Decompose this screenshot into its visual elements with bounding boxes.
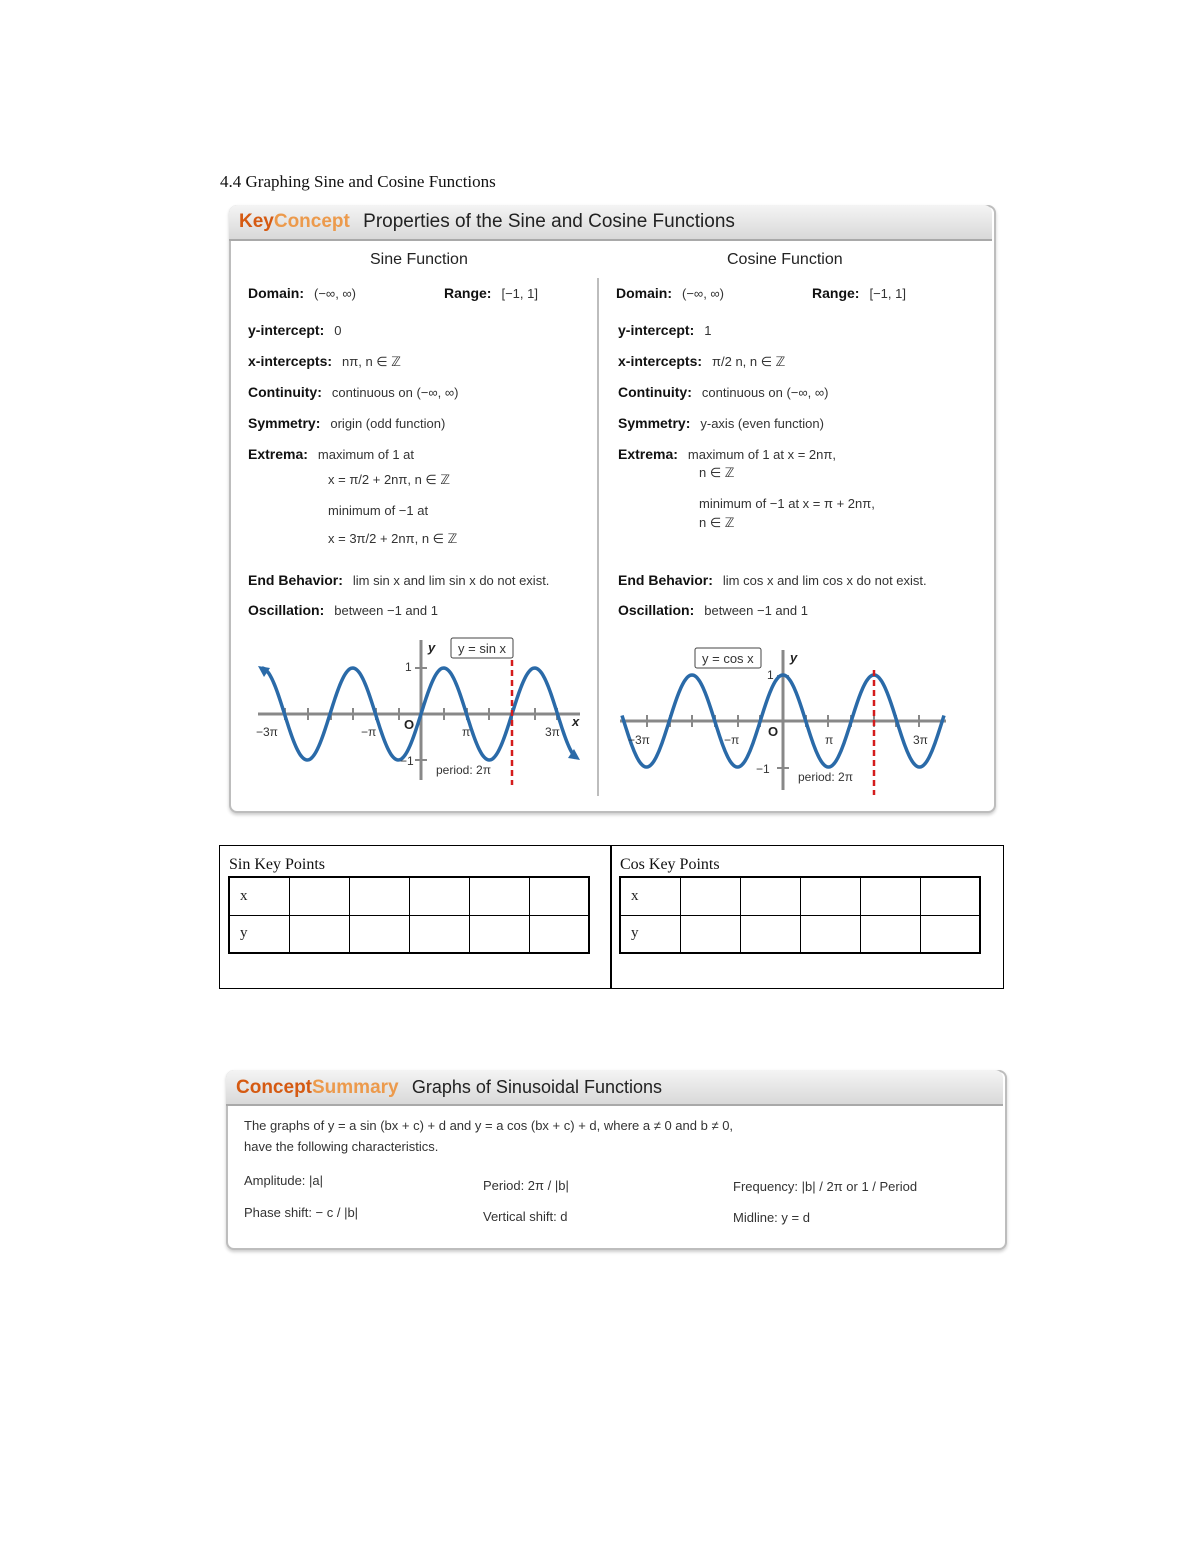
cos-x-cell[interactable] [920, 877, 980, 915]
summary-amplitude: Amplitude: |a| [244, 1173, 324, 1188]
sine-end-behavior: End Behavior: lim sin x and lim sin x do not exist. [248, 572, 550, 588]
cosine-extrema-max-n: n ∈ ℤ [699, 465, 735, 480]
summary-vertical-shift: Vertical shift: d [483, 1209, 568, 1224]
key-points-split [610, 845, 612, 989]
cosine-y-intercept: y-intercept: 1 [618, 322, 712, 338]
sine-graph [250, 630, 590, 790]
cos-y-cell[interactable] [860, 915, 920, 953]
cos-key-points-table [619, 876, 981, 954]
sin-y-cell[interactable] [289, 915, 349, 953]
cos-row-y-label: y [620, 915, 680, 953]
cos-y-cell[interactable] [920, 915, 980, 953]
cosine-y-label: y [790, 650, 798, 665]
cosine-oscillation: Oscillation: between −1 and 1 [618, 602, 808, 618]
sine-extrema-max: x = π/2 + 2nπ, n ∈ ℤ [328, 472, 451, 487]
cos-x-cell[interactable] [680, 877, 740, 915]
cosine-x-intercepts: x-intercepts: π/2 n, n ∈ ℤ [618, 353, 786, 369]
cosine-tick-neg-one: −1 [756, 762, 770, 776]
summary-frequency: Frequency: |b| / 2π or 1 / Period [733, 1179, 918, 1194]
summary-label: Summary [312, 1077, 399, 1098]
concept-summary-title: Graphs of Sinusoidal Functions [411, 1077, 663, 1097]
key-concept-heading [239, 211, 735, 233]
sin-key-points-table [228, 876, 590, 954]
sine-extrema-min: x = 3π/2 + 2nπ, n ∈ ℤ [328, 531, 458, 546]
cosine-heading: Cosine Function [727, 251, 843, 268]
sine-range: Range: [−1, 1] [444, 285, 538, 301]
column-divider [597, 278, 599, 796]
cosine-tick-3pi: 3π [913, 733, 928, 747]
table-row [620, 915, 980, 953]
sin-y-cell[interactable] [409, 915, 469, 953]
summary-period: Period: 2π / |b| [483, 1178, 569, 1193]
table-row [229, 915, 589, 953]
sine-x-intercepts: x-intercepts: nπ, n ∈ ℤ [248, 353, 401, 369]
sine-tick-pi: π [462, 725, 471, 739]
summary-intro-line-1: The graphs of y = a sin (bx + c) + d and y = a cos (bx + c) + d, where a ≠ 0 and b ≠ 0, [244, 1118, 734, 1133]
cosine-tick-neg-pi: −π [724, 733, 740, 747]
page-title: 4.4 Graphing Sine and Cosine Functions [220, 172, 496, 191]
cosine-origin-label: O [768, 724, 779, 739]
cos-x-cell[interactable] [740, 877, 800, 915]
sin-row-y-label: y [229, 915, 289, 953]
sine-symmetry: Symmetry: origin (odd function) [248, 415, 446, 431]
sin-key-points-title: Sin Key Points [229, 856, 326, 873]
cosine-tick-one: 1 [767, 668, 774, 682]
sin-x-cell[interactable] [289, 877, 349, 915]
sine-x-label: x [572, 714, 580, 729]
cos-y-cell[interactable] [680, 915, 740, 953]
cosine-graph [618, 640, 950, 798]
sine-domain: Domain: (−∞, ∞) [248, 285, 357, 301]
sin-x-cell[interactable] [409, 877, 469, 915]
sine-tick-one: 1 [405, 660, 412, 674]
sine-y-label: y [428, 640, 436, 655]
cosine-tick-neg-3pi: −3π [628, 733, 650, 747]
cosine-tick-pi: π [825, 733, 834, 747]
cos-y-cell[interactable] [800, 915, 860, 953]
cosine-end-behavior: End Behavior: lim cos x and lim cos x do not exist. [618, 572, 927, 588]
sin-x-cell[interactable] [469, 877, 529, 915]
cos-y-cell[interactable] [740, 915, 800, 953]
sin-y-cell[interactable] [349, 915, 409, 953]
cosine-extrema: Extrema: maximum of 1 at x = 2nπ, [618, 446, 836, 462]
cosine-domain: Domain: (−∞, ∞) [616, 285, 725, 301]
cosine-range: Range: [−1, 1] [812, 285, 906, 301]
sine-extrema-min-label: minimum of −1 at [328, 503, 429, 518]
sine-oscillation: Oscillation: between −1 and 1 [248, 602, 438, 618]
cosine-extrema-min-n: n ∈ ℤ [699, 515, 735, 530]
table-row [620, 877, 980, 915]
sin-y-cell[interactable] [469, 915, 529, 953]
sine-heading: Sine Function [370, 251, 468, 268]
cos-key-points-title: Cos Key Points [620, 856, 720, 873]
sine-period-label: period: 2π [436, 763, 491, 777]
summary-phase-shift: Phase shift: − c / |b| [244, 1205, 359, 1220]
sin-x-cell[interactable] [349, 877, 409, 915]
sine-tick-3pi: 3π [545, 725, 560, 739]
sine-extrema: Extrema: maximum of 1 at [248, 446, 415, 462]
concept-label: Concept [236, 1077, 312, 1098]
table-row [229, 877, 589, 915]
concept-label: Concept [273, 211, 350, 232]
cosine-function-label: y = cos x [702, 651, 754, 666]
cosine-period-label: period: 2π [798, 770, 853, 784]
sin-row-x-label: x [229, 877, 289, 915]
sine-tick-neg-3pi: −3π [256, 725, 278, 739]
sine-continuity: Continuity: continuous on (−∞, ∞) [248, 384, 459, 400]
sine-y-intercept: y-intercept: 0 [248, 322, 342, 338]
sine-tick-neg-pi: −π [361, 725, 377, 739]
cos-row-x-label: x [620, 877, 680, 915]
cos-x-cell[interactable] [800, 877, 860, 915]
sine-function-label: y = sin x [458, 641, 507, 656]
cosine-symmetry: Symmetry: y-axis (even function) [618, 415, 824, 431]
cos-x-cell[interactable] [860, 877, 920, 915]
sin-y-cell[interactable] [529, 915, 589, 953]
key-concept-title: Properties of the Sine and Cosine Functions [363, 211, 735, 232]
summary-intro-line-2: have the following characteristics. [244, 1139, 439, 1154]
concept-summary-heading [236, 1077, 662, 1099]
sin-x-cell[interactable] [529, 877, 589, 915]
sine-origin-label: O [404, 717, 415, 732]
cosine-continuity: Continuity: continuous on (−∞, ∞) [618, 384, 829, 400]
sine-tick-neg-one: −1 [400, 754, 414, 768]
cosine-extrema-min: minimum of −1 at x = π + 2nπ, [699, 496, 875, 511]
key-label: Key [239, 211, 274, 232]
summary-midline: Midline: y = d [733, 1210, 810, 1225]
